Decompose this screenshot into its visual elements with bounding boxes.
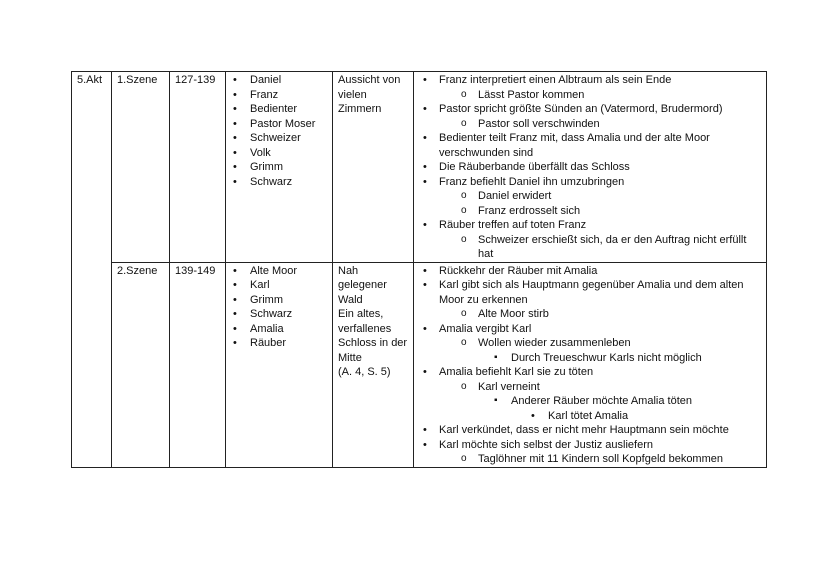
list-item: • Franz [231, 88, 328, 103]
place-cell: Aussicht von vielen Zimmern [333, 72, 414, 263]
list-item: • Daniel [231, 73, 328, 88]
characters-cell [226, 72, 333, 263]
pages-cell: 127-139 [170, 72, 226, 263]
pages-cell: 139-149 [170, 262, 226, 467]
place-line: Mitte [338, 351, 362, 364]
place-line: verfallenes [338, 322, 392, 335]
list-item: • Bedienter teilt Franz mit, dass Amalia und der alte Moor verschwunden sind [419, 131, 762, 160]
characters-list [231, 73, 328, 189]
list-item: ▪ Anderer Räuber möchte Amalia töten [419, 394, 762, 409]
place-line: gelegener [338, 279, 387, 291]
list-item: o Daniel erwidert [419, 189, 762, 204]
list-item: • Amalia befiehlt Karl sie zu töten [419, 365, 762, 380]
place-line: Ein altes, [338, 308, 384, 320]
act-cell: 5.Akt [72, 72, 112, 468]
list-item: • Grimm [231, 293, 328, 308]
list-item: • Pastor Moser [231, 117, 328, 132]
characters-list [231, 264, 328, 351]
list-item: • Karl gibt sich als Hauptmann gegenüber Amalia und dem alten Moor zu erkennen [419, 278, 762, 307]
list-item: • Karl tötet Amalia [419, 409, 762, 424]
list-item: o Karl verneint [419, 380, 762, 395]
list-item: • Schwarz [231, 175, 328, 190]
list-item: o Lässt Pastor kommen [419, 88, 762, 103]
list-item: • Rückkehr der Räuber mit Amalia [419, 264, 762, 279]
list-item: • Die Räuberbande überfällt das Schloss [419, 160, 762, 175]
list-item: • Schwarz [231, 307, 328, 322]
list-item: • Karl [231, 278, 328, 293]
scene-cell: 1.Szene [112, 72, 170, 263]
list-item: • Räuber treffen auf toten Franz [419, 218, 762, 233]
list-item: • Alte Moor [231, 264, 328, 279]
scene-cell: 2.Szene [112, 262, 170, 467]
list-item: • Karl möchte sich selbst der Justiz ausliefern [419, 438, 762, 453]
events-list [419, 264, 762, 467]
list-item: • Amalia vergibt Karl [419, 322, 762, 337]
list-item: • Räuber [231, 336, 328, 351]
list-item: ▪ Durch Treueschwur Karls nicht möglich [419, 351, 762, 366]
place-line: Schloss in der [338, 337, 408, 349]
act-summary-table [71, 71, 767, 468]
list-item: • Schweizer [231, 131, 328, 146]
list-item: • Bedienter [231, 102, 328, 117]
list-item: • Grimm [231, 160, 328, 175]
place-line: Nah [338, 264, 359, 277]
list-item: • Volk [231, 146, 328, 161]
list-item: o Wollen wieder zusammenleben [419, 336, 762, 351]
events-cell [414, 262, 767, 467]
place-line: Wald [338, 293, 363, 306]
place-cell [333, 262, 414, 467]
list-item: • Amalia [231, 322, 328, 337]
events-list [419, 73, 762, 262]
characters-cell [226, 262, 333, 467]
events-cell [414, 72, 767, 263]
list-item: o Pastor soll verschwinden [419, 117, 762, 132]
list-item: • Franz befiehlt Daniel ihn umzubringen [419, 175, 762, 190]
place-line: (A. 4, S. 5) [338, 366, 391, 378]
list-item: o Schweizer erschießt sich, da er den Auftrag nicht erfüllt hat [419, 233, 762, 262]
list-item: • Pastor spricht größte Sünden an (Vatermord, Brudermord) [419, 102, 762, 117]
list-item: • Karl verkündet, dass er nicht mehr Hauptmann sein möchte [419, 423, 762, 438]
list-item: o Taglöhner mit 11 Kindern soll Kopfgeld bekommen [419, 452, 762, 467]
table-row [72, 72, 767, 263]
list-item: • Franz interpretiert einen Albtraum als sein Ende [419, 73, 762, 88]
list-item: o Franz erdrosselt sich [419, 204, 762, 219]
table-row [72, 262, 767, 467]
list-item: o Alte Moor stirb [419, 307, 762, 322]
